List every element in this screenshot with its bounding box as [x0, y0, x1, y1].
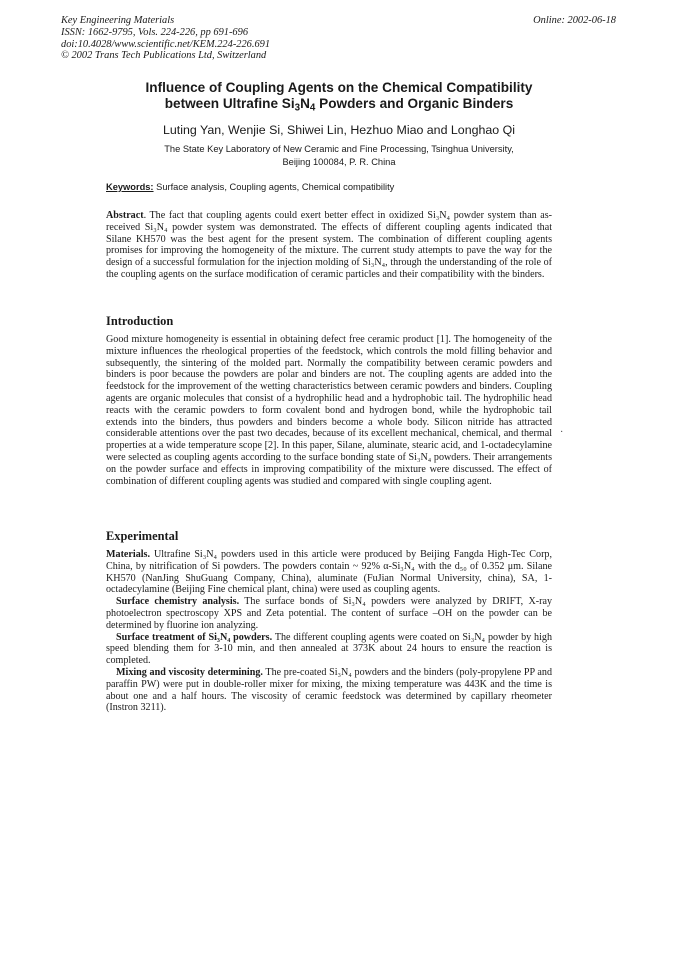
- introduction-text: Good mixture homogeneity is essential in obtaining defect free ceramic product [1]. The homogeneity of the mixture influences the rheological properties of the feedstock, which controls the mold filling behavior and subsequently, the sintering of the molded part. Normally the compatibility between ceramic powders and binders is poor because the powders are polar and binders are not. The coupling agents are added into the feedstock for the improvement of the wetting characteristics between ceramic powders and binders. Coupling agents are organic molecules that consist of a hydrophilic head and a hydrophobic tail. The hydrophilic head reacts with the ceramic powders to form covalent bond and hydrogen bond, while the hydrophobic tail extends into the binders, thus powders and binders become a whole body. Silicon nitride has attracted considerable attentions over the past two decades, because of its excellent mechanical, chemical, and thermal properties at a wide temperature scope [2]. In this paper, Silane, aluminate, stearic acid, and 1-octadecylamine were selected as coupling agents according to the surface bonding state of Si₃N₄ powders. Their arrangements on the powder surface and effects in improving compatibility of the mixture were discussed. The effect of combination of different coupling agents was studied and compared with single coupling agent.: [106, 334, 552, 487]
- issn-line: ISSN: 1662-9795, Vols. 224-226, pp 691-696: [61, 26, 249, 38]
- journal-header: [61, 15, 270, 62]
- affiliation: [60, 143, 618, 168]
- materials-label: Materials.: [106, 549, 151, 560]
- surface-analysis-text: The surface bonds of Si₃N₄ powders were analyzed by DRIFT, X-ray photoelectron spectroscopy XPS and Zeta potential. The content of surface –OH on the powder can be determined by fluorine ion analyzing.: [106, 596, 553, 631]
- abstract-text: . The fact that coupling agents could exert better effect in oxidized Si₃N₄ powder system than as-received Si₃N₄ powder system was demonstrated. The effects of different coupling agents indicated that Silane KH570 was the best agent for the present system. The combination of different coupling agents promises for improving the homogeneity of the mixture. The current study attempts to pave the way for the design of a successful formulation for the injection molding of Si₃N₄, through the understanding of the role of the coupling agents on the surface modification of ceramic particles and their compatibility with the binders.: [106, 210, 552, 280]
- title-subscript: 4: [309, 102, 316, 114]
- title-text: between Ultrafine Si: [164, 96, 295, 111]
- journal-name: Key Engineering Materials: [61, 15, 175, 26]
- title-subscript: 3: [294, 102, 301, 114]
- doi-line: doi:10.4028/www.scientific.net/KEM.224-226.691: [61, 38, 271, 50]
- copyright-line: © 2002 Trans Tech Publications Ltd, Switzerland: [61, 50, 267, 62]
- author-list: Luting Yan, Wenjie Si, Shiwei Lin, Hezhuo Miao and Longhao Qi: [163, 123, 515, 137]
- mixing-label: Mixing and viscosity determining.: [116, 666, 263, 678]
- surface-analysis-label: Surface chemistry analysis.: [116, 596, 240, 608]
- keywords: [106, 182, 394, 192]
- affiliation-line-1: The State Key Laboratory of New Ceramic and Fine Processing, Tsinghua University,: [164, 144, 514, 154]
- title-line-2: [60, 96, 618, 112]
- experimental-section: [106, 549, 552, 714]
- paper-title: [60, 80, 618, 112]
- margin-mark: ·: [560, 427, 564, 438]
- online-date: Online: 2002-06-18: [533, 15, 616, 26]
- title-text: N: [300, 96, 310, 111]
- experimental-heading: Experimental: [106, 529, 179, 543]
- introduction-heading: Introduction: [106, 314, 174, 328]
- keywords-text: Surface analysis, Coupling agents, Chemical compatibility: [153, 182, 395, 192]
- affiliation-line-2: Beijing 100084, P. R. China: [282, 156, 396, 167]
- surface-analysis-paragraph: [106, 596, 552, 631]
- materials-text: Ultrafine Si₃N₄ powders used in this article were produced by Beijing Fangda High-Tec Corp, China, by nitrification of Si powders. The powders contain ~ 92% α-Si₃N₄ with the d₅₀ of 0.352 μm. Silane KH570 (NanJing ShuGuang Company, China), aluminate (FuJian Normal University, china), SA, 1-octadecylamine (Beijing Fine chemical plant, china) were used as coupling agents.: [106, 549, 552, 596]
- abstract-label: Abstract: [106, 210, 144, 221]
- surface-treatment-paragraph: [106, 632, 552, 667]
- mixing-text: The pre-coated Si₃N₄ powders and the binders (poly-propylene PP and paraffin PW) were put in double-roller mixer for mixing, the mixing temperature was 443K and the time is about one and a half hours. The viscosity of ceramic feedstock was determined by capillary rheometer (Instron 3211).: [106, 666, 552, 714]
- abstract: [106, 210, 552, 281]
- mixing-paragraph: [106, 667, 552, 714]
- keywords-label: Keywords:: [106, 182, 154, 192]
- surface-treatment-text: The different coupling agents were coated on Si₃N₄ powder by high speed blending them for 3-10 min, and then annealed at 373K about 24 hours to ensure the reaction is completed.: [106, 631, 552, 667]
- surface-treatment-label: Surface treatment of Si₃N₄ powders.: [116, 631, 273, 643]
- title-line-1: Influence of Coupling Agents on the Chemical Compatibility: [145, 80, 533, 95]
- title-text: Powders and Organic Binders: [315, 96, 514, 111]
- materials-paragraph: [106, 549, 552, 596]
